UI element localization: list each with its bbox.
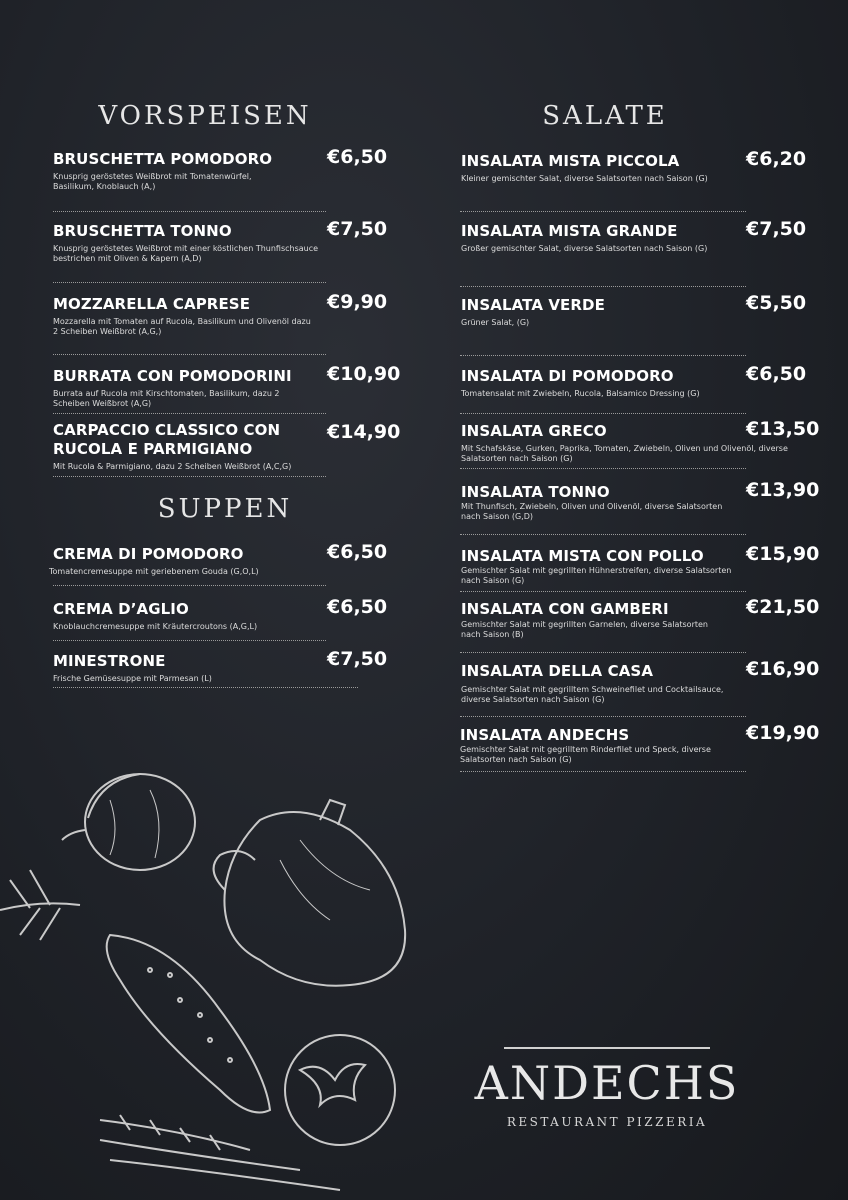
menu-item [53, 146, 398, 192]
item-description: Großer gemischter Salat, diverse Salatsorten nach Saison (G) [461, 244, 708, 253]
logo-subtitle: RESTAURANT PIZZERIA [506, 1115, 708, 1129]
menu-item [461, 363, 821, 399]
menu-item [53, 291, 398, 337]
menu-item [53, 421, 401, 472]
menu-item [461, 148, 821, 184]
item-price: €6,50 [327, 541, 388, 563]
item-description: Frische Gemüsesuppe mit Parmesan (L) [53, 674, 212, 683]
item-description: Knusprig geröstetes Weißbrot mit Tomatenwürfel, Basilikum, Knoblauch (A,) [53, 172, 252, 191]
item-price: €19,90 [746, 722, 820, 744]
item-price: €7,50 [327, 218, 388, 240]
item-price: €6,20 [746, 148, 807, 170]
item-description: Kleiner gemischter Salat, diverse Salatsorten nach Saison (G) [461, 174, 708, 183]
divider [53, 354, 326, 355]
divider [460, 286, 746, 287]
item-name: BRUSCHETTA POMODORO [53, 150, 273, 168]
item-name: INSALATA DI POMODORO [461, 367, 674, 385]
item-price: €13,90 [746, 479, 820, 501]
item-description: Gemischter Salat mit gegrillten Garnelen, diverse Salatsorten nach Saison (B) [461, 620, 708, 639]
item-price: €21,50 [746, 596, 820, 618]
item-price: €7,50 [327, 648, 388, 670]
menu-item [460, 722, 820, 765]
item-price: €7,50 [746, 218, 807, 240]
item-description: Burrata auf Rucola mit Kirschtomaten, Basilikum, dazu 2 Scheiben Weißbrot (A,G) [53, 389, 280, 408]
item-description: Tomatensalat mit Zwiebeln, Rucola, Balsamico Dressing (G) [461, 389, 700, 398]
divider [460, 591, 746, 592]
divider [53, 413, 326, 414]
divider [53, 585, 326, 586]
item-description: Knoblauchcremesuppe mit Kräutercroutons (A,G,L) [53, 622, 258, 631]
item-description: Mit Thunfisch, Zwiebeln, Oliven und Olivenöl, diverse Salatsorten nach Saison (G,D) [461, 502, 723, 521]
divider [460, 211, 746, 212]
menu-item [53, 363, 401, 409]
divider [53, 640, 326, 641]
divider [460, 355, 746, 356]
menu-item [53, 648, 398, 684]
item-name: INSALATA CON GAMBERI [461, 600, 669, 618]
item-name: CREMA D’AGLIO [53, 600, 189, 618]
item-name: INSALATA GRECO [461, 422, 607, 440]
menu-item [461, 418, 821, 464]
menu-item [53, 218, 398, 264]
divider [53, 476, 326, 477]
item-price: €6,50 [746, 363, 807, 385]
divider [53, 282, 326, 283]
item-name: INSALATA VERDE [461, 296, 605, 314]
divider [460, 771, 746, 772]
item-price: €13,50 [746, 418, 820, 440]
menu-item [461, 479, 821, 522]
item-name: INSALATA ANDECHS [460, 726, 630, 744]
item-name: INSALATA DELLA CASA [461, 662, 654, 680]
item-name: INSALATA MISTA GRANDE [461, 222, 678, 240]
item-description: Mozzarella mit Tomaten auf Rucola, Basilikum und Olivenöl dazu 2 Scheiben Weißbrot (A,G,) [53, 317, 311, 336]
item-description: Tomatencremesuppe mit geriebenem Gouda (G,O,L) [49, 567, 259, 576]
item-price: €9,90 [327, 291, 388, 313]
item-description: Mit Schafskäse, Gurken, Paprika, Tomaten, Zwiebeln, Oliven und Olivenöl, diverse Salatsorten nach Saison (G) [461, 444, 788, 463]
suppen-heading: SUPPEN [157, 494, 293, 524]
item-description: Gemischter Salat mit gegrilltem Schweinefilet und Cocktailsauce, diverse Salatsorten nach Saison (G) [461, 685, 724, 704]
item-name: BRUSCHETTA TONNO [53, 222, 232, 240]
logo-title: ANDECHS [474, 1056, 740, 1110]
item-name: INSALATA MISTA PICCOLA [461, 152, 680, 170]
menu-item [461, 543, 821, 586]
item-name: MOZZARELLA CAPRESE [53, 295, 251, 313]
item-description: Mit Rucola & Parmigiano, dazu 2 Scheiben Weißbrot (A,C,G) [53, 462, 292, 471]
item-name: MINESTRONE [53, 652, 166, 670]
divider [460, 413, 746, 414]
item-name: BURRATA CON POMODORINI [53, 367, 292, 385]
item-price: €10,90 [327, 363, 401, 385]
divider [53, 211, 326, 212]
item-description: Knusprig geröstetes Weißbrot mit einer köstlichen Thunfischsauce bestrichen mit Oliven & Kapern (A,D) [53, 244, 319, 263]
item-description: Grüner Salat, (G) [461, 318, 530, 327]
menu-item [461, 218, 821, 254]
item-price: €14,90 [327, 421, 401, 443]
item-name: CARPACCIO CLASSICO CON RUCOLA E PARMIGIANO [53, 421, 281, 458]
menu-item [461, 596, 821, 640]
menu-item [53, 596, 398, 632]
menu-item [461, 658, 821, 705]
salate-heading: SALATE [542, 101, 668, 131]
item-price: €16,90 [746, 658, 820, 680]
divider [460, 534, 746, 535]
item-price: €6,50 [327, 146, 388, 168]
divider [53, 687, 358, 688]
vegetable-sketch-icon [0, 760, 420, 1200]
item-description: Gemischter Salat mit gegrillten Hühnerstreifen, diverse Salatsorten nach Saison (G) [461, 566, 732, 585]
item-name: INSALATA TONNO [461, 483, 610, 501]
divider [460, 716, 746, 717]
logo-rule [504, 1047, 710, 1049]
item-price: €6,50 [327, 596, 388, 618]
item-price: €5,50 [746, 292, 807, 314]
item-description: Gemischter Salat mit gegrilltem Rinderfilet und Speck, diverse Salatsorten nach Saison (G) [460, 745, 711, 764]
divider [460, 468, 746, 469]
item-price: €15,90 [746, 543, 820, 565]
item-name: CREMA DI POMODORO [53, 545, 244, 563]
menu-item [461, 292, 821, 328]
item-name: INSALATA MISTA CON POLLO [461, 547, 704, 565]
divider [460, 652, 746, 653]
vorspeisen-heading: VORSPEISEN [98, 101, 312, 131]
menu-item [49, 541, 398, 577]
